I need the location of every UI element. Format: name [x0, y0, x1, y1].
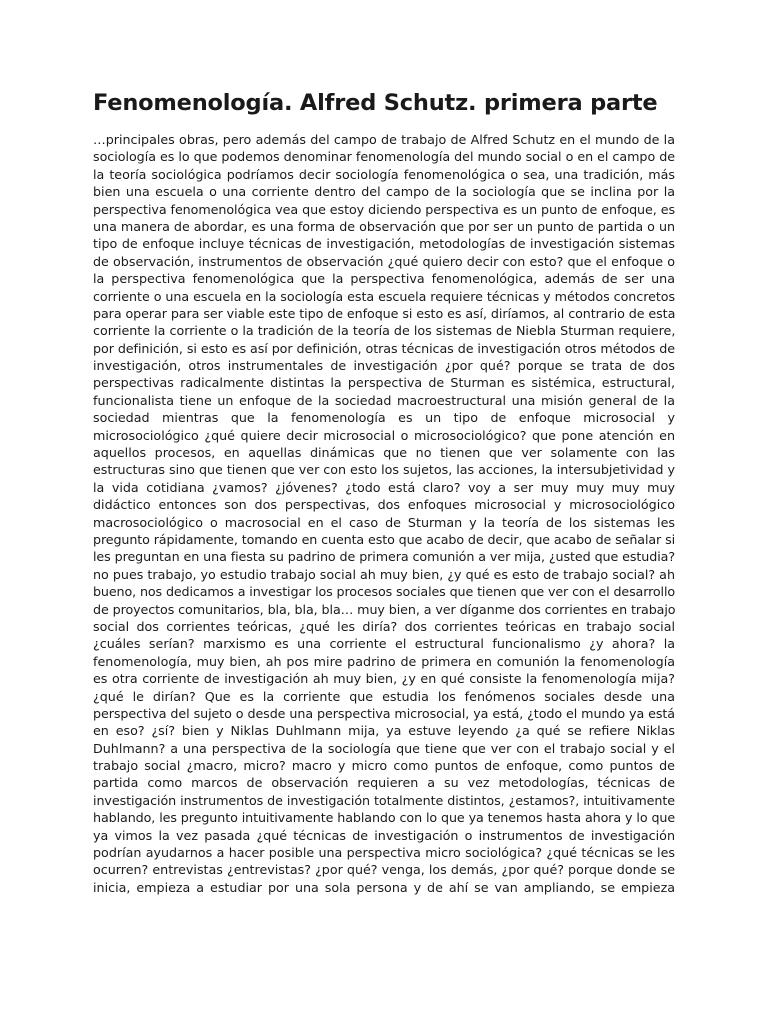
body-line: inicia, empieza a estudiar por una sola persona y de ahí se van ampliando, se empieza [93, 879, 675, 895]
body-line: trabajo social ¿macro, micro? macro y micro como puntos de enfoque, como puntos de [93, 758, 675, 774]
body-line: bien una escuela o una corriente dentro del campo de la sociología que se inclina por la [93, 184, 675, 200]
body-line: pregunto rápidamente, tomando en cuenta esto que acabo de decir, que acabo de señalar si [93, 531, 675, 547]
body-line: perspectiva fenomenológica vea que estoy diciendo perspectiva es un punto de enfoque, es [93, 201, 675, 217]
body-line: por definición, si esto es así por definición, otras técnicas de investigación otros métodos de [93, 340, 675, 356]
body-line: una manera de abordar, es una forma de observación que por ser un punto de partida o un [93, 218, 676, 234]
body-line: hablando, les pregunto intuitivamente hablando con lo que ya tenemos hasta ahora y lo que [93, 810, 676, 826]
body-line: fenomenología, muy bien, ah pos mire padrino de primera en comunión la fenomenología [93, 653, 675, 669]
body-line: …principales obras, pero además del campo de trabajo de Alfred Schutz en el mundo de la [93, 132, 675, 147]
body-line: la teoría sociológica podríamos decir sociología fenomenológica o sea, una tradición, más [93, 166, 675, 182]
body-line: es otra corriente de investigación ah muy bien, ¿y en qué consiste la fenomenología mija? [93, 671, 675, 687]
body-line: bueno, nos dedicamos a investigar los procesos sociales que tienen que ver con el desarrollo [93, 584, 675, 600]
document-title: Fenomenología. Alfred Schutz. primera parte [93, 90, 658, 116]
body-line: la vida cotidiana ¿vamos? ¿jóvenes? ¿todo está claro? voy a ser muy muy muy muy [93, 479, 675, 495]
body-line: perspectivas radicalmente distintas la perspectiva de Sturman es sistémica, estructural, [93, 375, 675, 391]
body-line: Duhlmann? a una perspectiva de la sociología que tiene que ver con el trabajo social y el [93, 740, 675, 756]
body-line: para operar para ser viable este tipo de enfoque si esto es así, diríamos, al contrario de esta [93, 305, 676, 321]
body-line: funcionalista tiene un enfoque de la sociedad macroestructural una misión general de la [93, 392, 675, 408]
body-line: no pues trabajo, yo estudio trabajo social ah muy bien, ¿y qué es esto de trabajo social? ah [93, 566, 675, 582]
body-line: social dos corrientes teóricas, ¿qué les diría? dos corrientes teóricas en trabajo social [93, 618, 675, 634]
body-line: didáctico entonces son dos perspectivas, dos enfoques microsocial y microsociológico [93, 497, 675, 513]
body-line: ya vimos la vez pasada ¿qué técnicas de investigación o instrumentos de investigación [93, 827, 675, 843]
body-line: tipo de enfoque incluye técnicas de investigación, metodologías de investigación sistemas [93, 236, 675, 252]
body-line: ¿cuáles serían? marxismo es una corriente el estructural funcionalismo ¿y ahora? la [93, 636, 675, 652]
document-page [93, 88, 675, 896]
body-line: sociología es lo que podemos denominar fenomenología del mundo social o en el campo de [93, 149, 675, 165]
body-line: microsociológico ¿qué quiere decir microsocial o microsociológico? que pone atención en [93, 427, 675, 443]
body-line: la perspectiva fenomenológica que la perspectiva fenomenológica, además de ser una [93, 271, 675, 287]
body-line: les preguntan en una fiesta su padrino de primera comunión a ver mija, ¿usted que estudia? [93, 549, 675, 565]
body-line: corriente o una escuela en la sociología esta escuela requiere técnicas y métodos concretos [93, 288, 676, 304]
body-line: partida como marcos de observación requieren a su vez metodologías, técnicas de [93, 775, 675, 791]
body-line: investigación, otros instrumentales de investigación ¿por qué? porque se trata de dos [93, 358, 675, 374]
document-body [93, 131, 675, 896]
body-line: en eso? ¿sí? bien y Niklas Duhlmann mija, ya estuve leyendo ¿a qué se refiere Niklas [93, 723, 675, 739]
body-line: sociedad mientras que la fenomenología es un tipo de enfoque microsocial y [93, 410, 675, 426]
body-line: de observación, instrumentos de observación ¿qué quiero decir con esto? que el enfoque o [93, 253, 675, 269]
body-line: corriente la corriente o la tradición de la teoría de los sistemas de Niebla Sturman requiere, [93, 323, 676, 339]
body-line: perspectiva del sujeto o desde una perspectiva microsocial, ya está, ¿todo el mundo ya está [93, 705, 675, 721]
body-line: estructuras sino que tienen que ver con esto los sujetos, las acciones, la intersubjetividad y [93, 462, 675, 478]
body-line: aquellos procesos, en aquellas dinámicas que no tienen que ver solamente con las [93, 445, 675, 461]
body-line: macrosociológico o macrosocial en el caso de Sturman y la teoría de los sistemas les [93, 514, 675, 530]
body-line: ¿qué le dirían? Que es la corriente que estudia los fenómenos sociales desde una [93, 688, 675, 704]
body-line: ocurren? entrevistas ¿entrevistas? ¿por qué? venga, los demás, ¿por qué? porque donde se [93, 862, 675, 878]
body-line: de proyectos comunitarios, bla, bla, bla… muy bien, a ver díganme dos corrientes en trabajo [93, 601, 676, 617]
body-line: investigación instrumentos de investigación totalmente distintos, ¿estamos?, intuitivamente [93, 792, 675, 808]
body-line: podrían ayudarnos a hacer posible una perspectiva micro sociológica? ¿qué técnicas se les [93, 845, 675, 861]
